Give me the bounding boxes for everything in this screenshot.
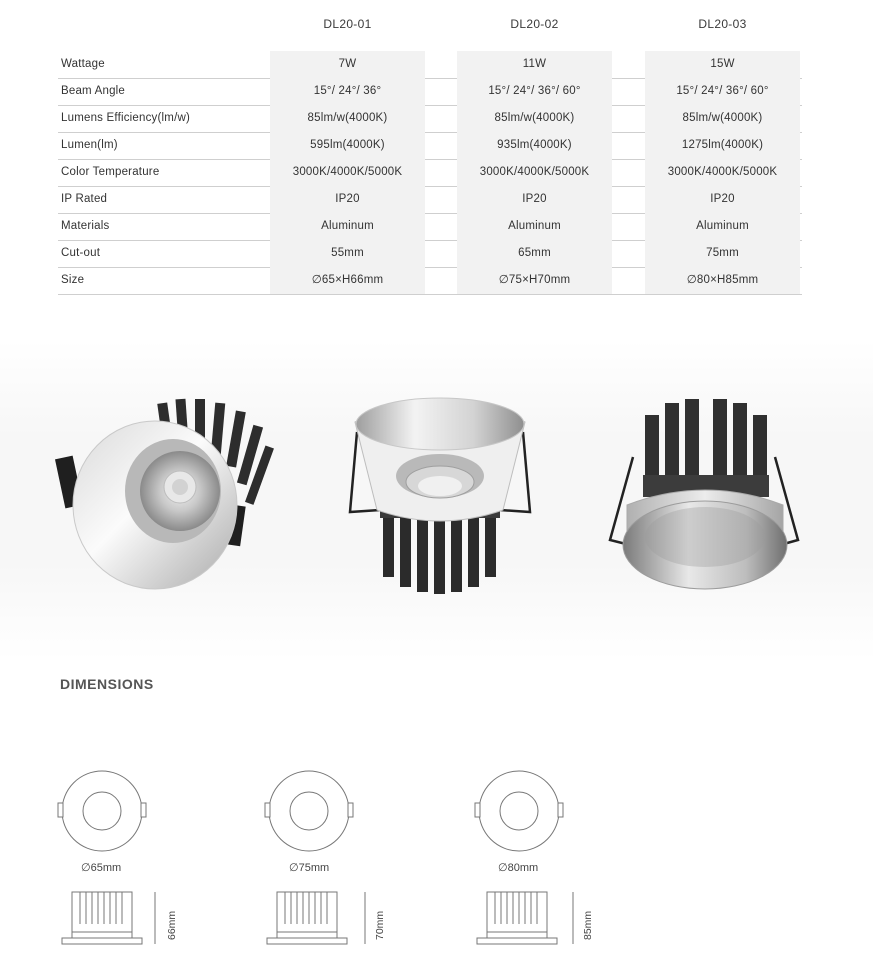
row-label: Cut-out: [61, 247, 101, 259]
height-label: 85mm: [582, 910, 594, 940]
spec-row-ip-rated: [58, 186, 802, 214]
spec-row-wattage: [58, 51, 802, 79]
table-cell: 85lm/w(4000K): [645, 105, 800, 132]
diameter-label: ∅80mm: [498, 862, 539, 874]
table-cell: 85lm/w(4000K): [270, 105, 425, 132]
table-cell: Aluminum: [645, 213, 800, 240]
table-cell: 55mm: [270, 240, 425, 267]
table-cell: 15°/ 24°/ 36°/ 60°: [457, 78, 612, 105]
spec-row-lumen: [58, 132, 802, 160]
table-cell: ∅80×H85mm: [645, 267, 800, 294]
diameter-label: ∅75mm: [289, 862, 330, 874]
table-cell: IP20: [645, 186, 800, 213]
table-cell: 85lm/w(4000K): [457, 105, 612, 132]
table-cell: 11W: [457, 51, 612, 78]
table-cell: 15°/ 24°/ 36°: [270, 78, 425, 105]
table-cell: 75mm: [645, 240, 800, 267]
height-label: 70mm: [374, 910, 386, 940]
spec-row-cut-out: [58, 240, 802, 268]
row-label: Materials: [61, 220, 110, 232]
top-view-drawing-dl20-03: [472, 765, 567, 857]
model-header-2: DL20-02: [510, 17, 559, 31]
table-cell: 595lm(4000K): [270, 132, 425, 159]
top-view-drawing-dl20-02: [262, 765, 357, 857]
table-cell: 3000K/4000K/5000K: [645, 159, 800, 186]
table-cell: 15°/ 24°/ 36°/ 60°: [645, 78, 800, 105]
height-label: 66mm: [166, 910, 178, 940]
row-label: Lumens Efficiency(lm/w): [61, 112, 191, 124]
row-label: Beam Angle: [61, 85, 126, 97]
product-photo-dl20-02: [345, 392, 535, 597]
spec-row-lumens-efficiency: [58, 105, 802, 133]
row-label: Lumen(lm): [61, 139, 118, 151]
table-cell: 1275lm(4000K): [645, 132, 800, 159]
product-photo-dl20-01: [55, 395, 275, 595]
table-cell: 65mm: [457, 240, 612, 267]
table-cell: 935lm(4000K): [457, 132, 612, 159]
row-label: IP Rated: [61, 193, 108, 205]
table-cell: Aluminum: [270, 213, 425, 240]
diameter-label: ∅65mm: [81, 862, 122, 874]
top-view-drawing-dl20-01: [55, 765, 150, 857]
spec-row-color-temperature: [58, 159, 802, 187]
table-cell: Aluminum: [457, 213, 612, 240]
table-cell: 15W: [645, 51, 800, 78]
model-header-3: DL20-03: [698, 17, 747, 31]
row-label: Wattage: [61, 58, 105, 70]
product-photo-dl20-03: [605, 395, 805, 595]
row-label: Size: [61, 274, 85, 286]
table-cell: 3000K/4000K/5000K: [457, 159, 612, 186]
table-cell: IP20: [270, 186, 425, 213]
table-cell: ∅75×H70mm: [457, 267, 612, 294]
table-cell: 3000K/4000K/5000K: [270, 159, 425, 186]
spec-row-size: [58, 267, 802, 295]
table-cell: IP20: [457, 186, 612, 213]
spec-row-beam-angle: [58, 78, 802, 106]
dimensions-title: DIMENSIONS: [60, 676, 154, 692]
row-label: Color Temperature: [61, 166, 160, 178]
model-header-1: DL20-01: [323, 17, 372, 31]
table-cell: 7W: [270, 51, 425, 78]
table-cell: ∅65×H66mm: [270, 267, 425, 294]
spec-row-materials: [58, 213, 802, 241]
